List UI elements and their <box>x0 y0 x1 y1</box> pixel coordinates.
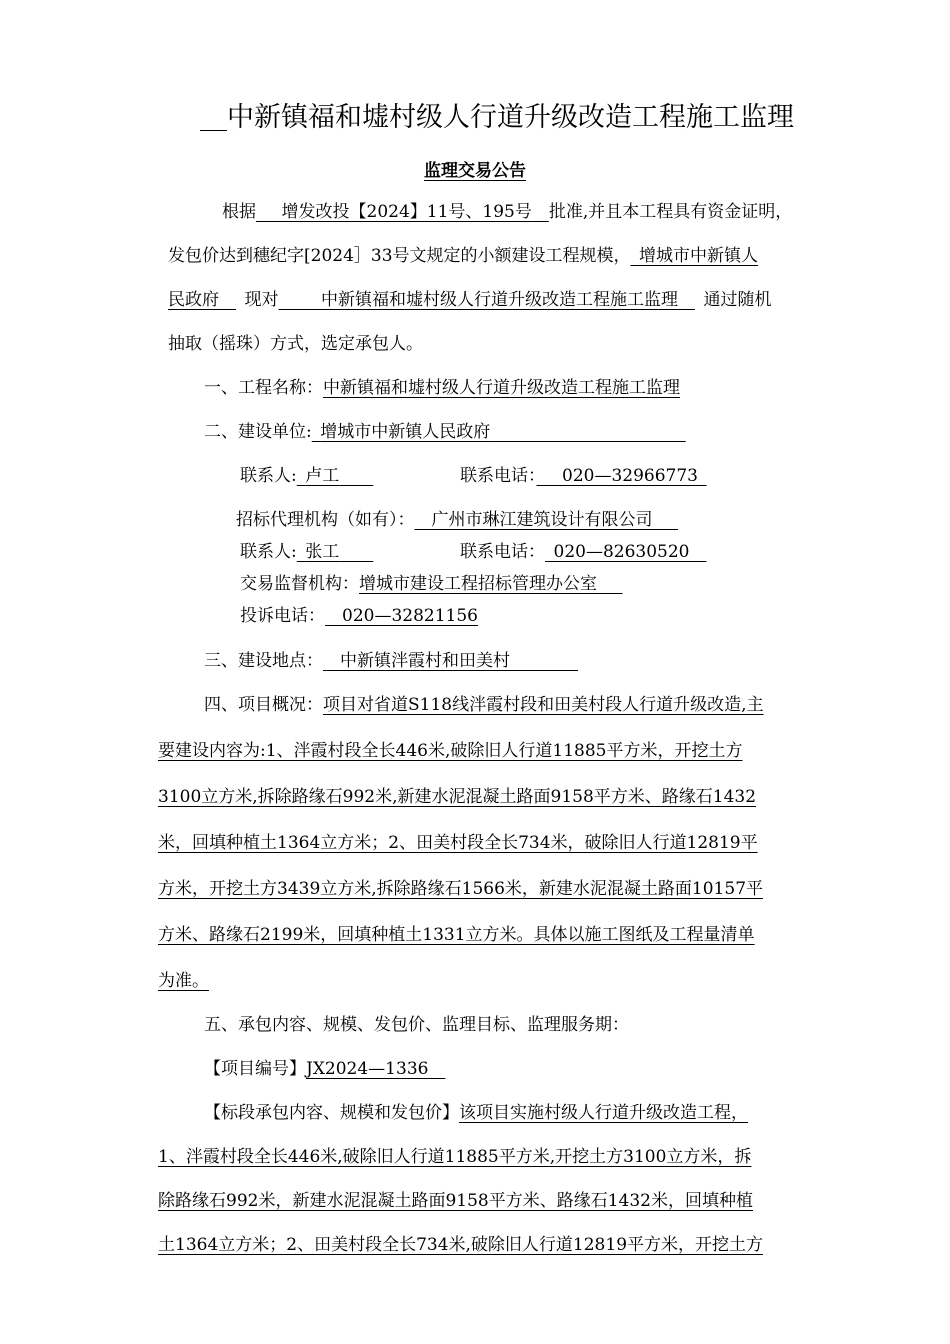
contact-value <box>297 466 374 486</box>
phone-value <box>545 542 706 562</box>
agency-label: 招标代理机构（如有）： <box>236 510 415 530</box>
section-owner <box>204 421 686 443</box>
section-label: 一、工程名称： <box>204 378 323 398</box>
agency-value-text: 广州市琳江建筑设计有限公司 <box>431 510 653 530</box>
supervision-row <box>240 573 623 595</box>
approval-doc-text: 增发改投【2024】11号、195号 <box>281 202 532 222</box>
document-title <box>200 100 794 136</box>
owner-name-text: 增城市中新镇人 <box>639 246 759 266</box>
complaint-row <box>240 605 478 627</box>
section-label: 五、承包内容、规模、发包价、监理目标、监理服务期： <box>204 1015 629 1035</box>
project-name-text: 中新镇福和墟村级人行道升级改造工程施工监理 <box>321 290 678 310</box>
supervision-label: 交易监督机构： <box>240 574 359 594</box>
section-overview-line-1 <box>204 694 764 716</box>
intro-text: 抽取（摇珠）方式，选定承包人。 <box>168 334 423 354</box>
scope-text: 该项目实施村级人行道升级改造工程， <box>459 1103 748 1123</box>
section-overview-line-7 <box>158 970 209 992</box>
overview-text: 米，回填种植土1364立方米；2、田美村段全长734米，破除旧人行道12819平 <box>158 833 758 853</box>
intro-text: 批准,并且本工程具有资金证明， <box>548 202 793 222</box>
intro-line-2 <box>168 245 758 267</box>
owner-name-text: 民政府 <box>168 290 219 310</box>
phone-value <box>537 466 707 486</box>
complaint-phone-text: 020—32821156 <box>342 606 478 626</box>
location-value-text: 中新镇泮霞村和田美村 <box>340 651 510 671</box>
phone-label: 联系电话： <box>460 466 537 486</box>
owner-contact-row <box>240 465 373 487</box>
scope-text: 土1364立方米；2、田美村段全长734米,破除旧人行道12819平方米，开挖土方 <box>158 1235 764 1255</box>
section-project-name <box>204 377 680 399</box>
intro-text: 现对 <box>244 290 279 310</box>
agency-phone-row <box>460 541 706 563</box>
phone-value-text: 020—82630520 <box>553 542 690 562</box>
overview-text: 要建设内容为:1、泮霞村段全长446米,破除旧人行道11885平方米，开挖土方 <box>158 741 743 761</box>
complaint-value <box>325 606 478 626</box>
section-label: 三、建设地点： <box>204 651 323 671</box>
intro-line-3 <box>168 289 772 311</box>
supervision-value <box>359 574 623 594</box>
supervision-value-text: 增城市建设工程招标管理办公室 <box>359 574 597 594</box>
title-text: 中新镇福和墟村级人行道升级改造工程施工监理 <box>227 102 794 133</box>
location-value <box>323 651 578 671</box>
section-overview-line-5 <box>158 878 763 900</box>
owner-name-part1 <box>631 246 759 266</box>
overview-text: 为准。 <box>158 971 209 991</box>
document-subtitle <box>0 156 950 181</box>
owner-value <box>312 422 686 442</box>
scope-text: 1、泮霞村段全长446米,破除旧人行道11885平方米,开挖土方3100立方米，拆 <box>158 1147 752 1167</box>
overview-text: 项目对省道S118线泮霞村段和田美村段人行道升级改造,主 <box>323 695 764 715</box>
subtitle-text: 监理交易公告 <box>424 161 526 181</box>
scope-line-4 <box>158 1234 763 1256</box>
project-name-inline <box>279 290 696 310</box>
complaint-label: 投诉电话： <box>240 606 325 626</box>
owner-phone-row <box>460 465 706 487</box>
section-overview-line-4 <box>158 832 758 854</box>
scope-line-1 <box>204 1102 748 1124</box>
owner-value-text: 增城市中新镇人民政府 <box>320 422 491 442</box>
scope-line-2 <box>158 1146 751 1168</box>
project-name-value: 中新镇福和墟村级人行道升级改造工程施工监理 <box>323 378 680 398</box>
overview-text: 方米、路缘石2199米，回填种植土1331立方米。具体以施工图纸及工程量清单 <box>158 925 755 945</box>
scope-label: 【标段承包内容、规模和发包价】 <box>204 1103 459 1123</box>
contact-value-text: 张工 <box>305 542 340 562</box>
contact-value-text: 卢工 <box>305 466 340 486</box>
section-overview-line-6 <box>158 924 755 946</box>
phone-label: 联系电话： <box>460 542 545 562</box>
section-location <box>204 650 578 672</box>
section-label: 二、建设单位: <box>204 422 312 442</box>
section-label: 四、项目概况： <box>204 695 323 715</box>
intro-text: 通过随机 <box>703 290 772 310</box>
section-contract <box>204 1014 629 1036</box>
project-number-label: 【项目编号】 <box>204 1059 306 1079</box>
project-number-row <box>204 1058 445 1080</box>
project-number-value <box>306 1059 445 1079</box>
contact-label: 联系人: <box>240 542 297 562</box>
overview-text: 方米，开挖土方3439立方米,拆除路缘石1566米，新建水泥混凝土路面10157平 <box>158 879 764 899</box>
agency-contact-row <box>240 541 373 563</box>
intro-text: 根据 <box>222 202 256 222</box>
scope-text: 除路缘石992米，新建水泥混凝土路面9158平方米、路缘石1432米，回填种植 <box>158 1191 753 1211</box>
contact-label: 联系人: <box>240 466 297 486</box>
section-overview-line-3 <box>158 786 756 808</box>
intro-line-1 <box>222 201 792 223</box>
project-number-text: JX2024—1336 <box>306 1059 429 1079</box>
approval-doc <box>256 202 549 222</box>
phone-value-text: 020—32966773 <box>562 466 698 486</box>
intro-line-4 <box>168 333 423 355</box>
overview-text: 3100立方米,拆除路缘石992米,新建水泥混凝土路面9158平方米、路缘石1432 <box>158 787 757 807</box>
contact-value <box>297 542 374 562</box>
intro-text: 发包价达到穗纪字[2024］33号文规定的小额建设工程规模， <box>168 246 631 266</box>
agency-value <box>415 510 679 530</box>
section-overview-line-2 <box>158 740 742 762</box>
agency-row <box>236 509 678 531</box>
owner-name-part2 <box>168 290 236 310</box>
title-underline-pad <box>200 102 227 133</box>
scope-line-3 <box>158 1190 753 1212</box>
